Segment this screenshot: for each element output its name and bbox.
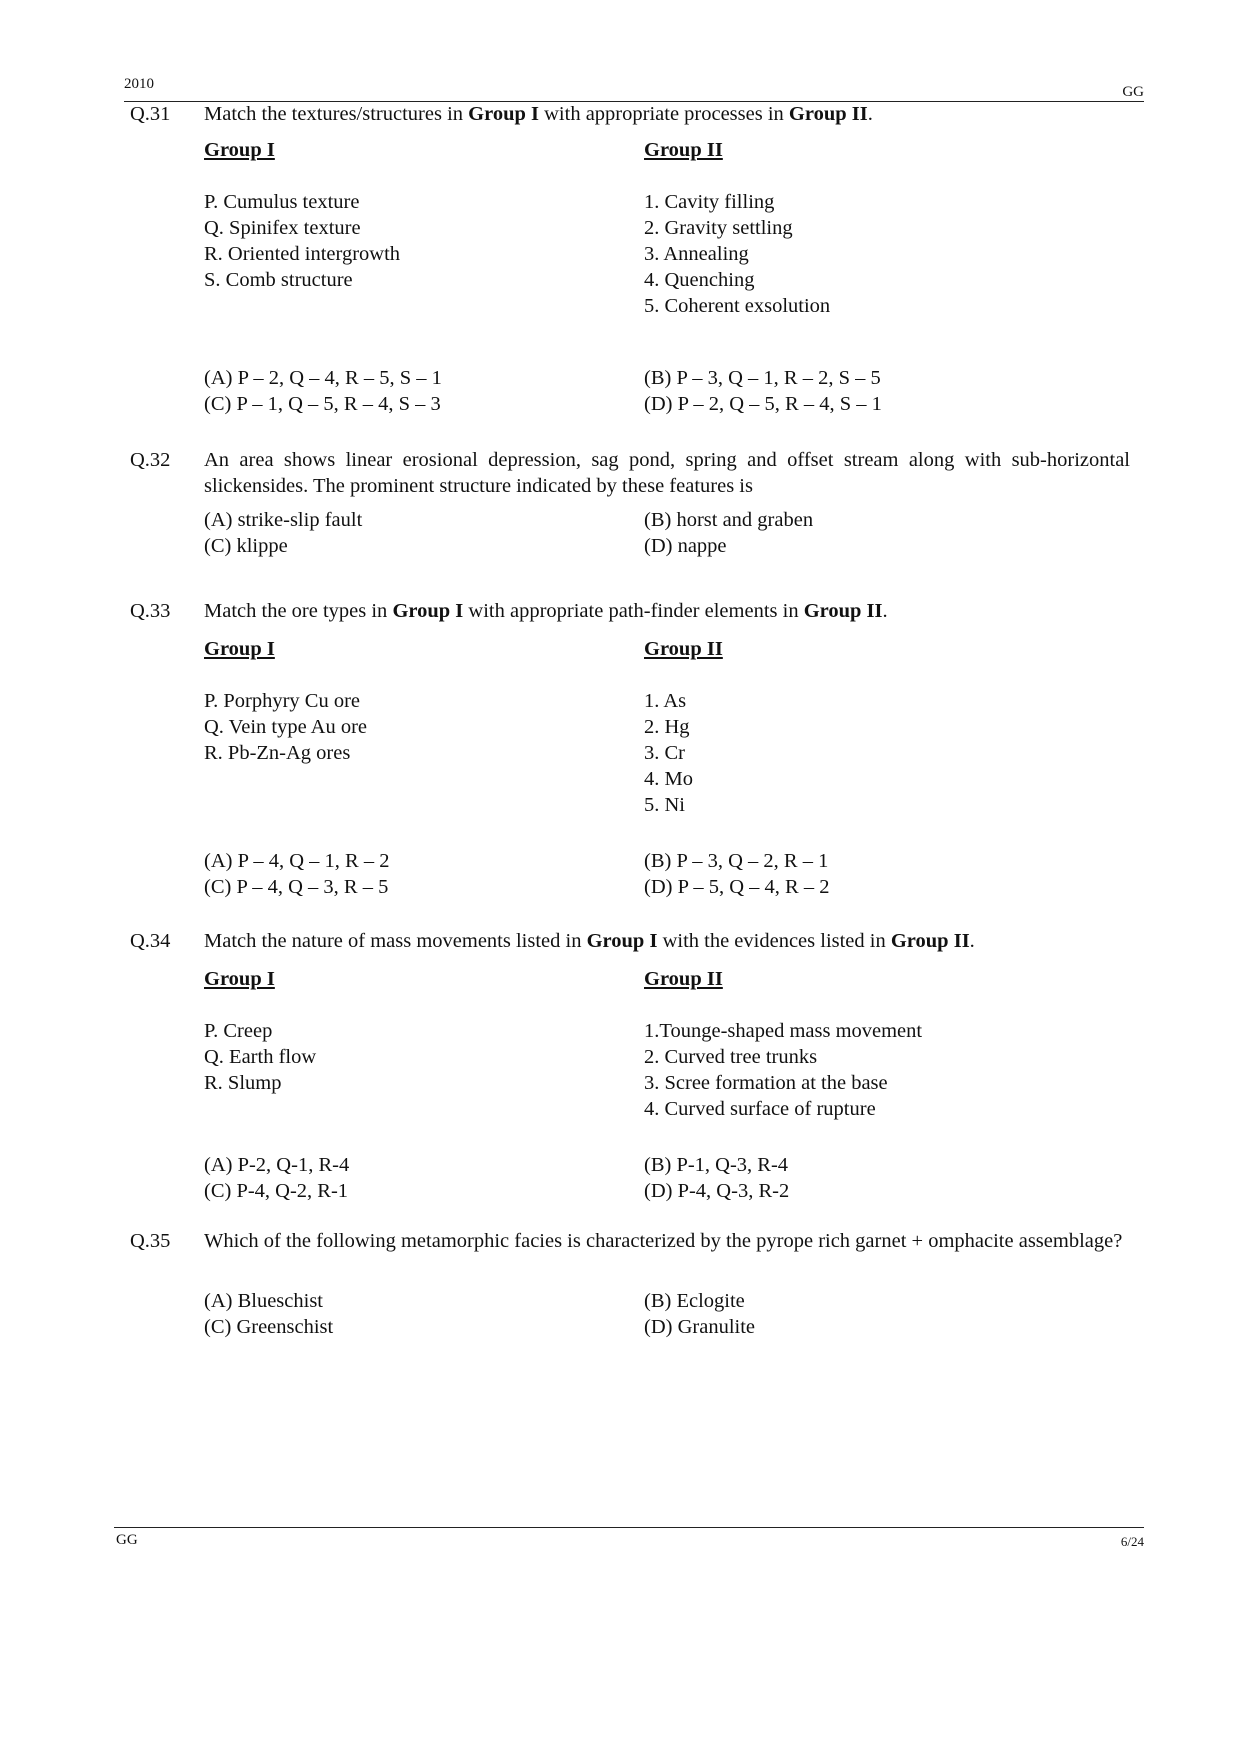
group-2-column [644,137,1130,319]
question-text: Match the ore types in Group I with appropriate path-finder elements in Group II. [204,600,888,622]
footer-rule [114,1527,1144,1528]
group-2-item: 2. Hg [644,716,690,738]
group-1-column [204,636,634,766]
group-2-item: 1.Tounge-shaped mass movement [644,1020,923,1042]
footer-code: GG [116,1532,138,1548]
group-1-item: Q. Spinifex texture [204,217,361,239]
group-1-item: Q. Vein type Au ore [204,716,368,738]
option-b: (B) horst and graben [644,509,814,531]
question-number: Q.34 [130,930,171,952]
group-1-item: P. Creep [204,1020,273,1042]
group-2-item: 2. Gravity settling [644,217,793,239]
option-c: (C) klippe [204,535,288,557]
option-d: (D) nappe [644,535,727,557]
group-1-item: R. Slump [204,1072,282,1094]
group-1-heading: Group I [204,968,275,990]
group-2-heading: Group II [644,968,723,990]
group-2-item: 3. Cr [644,742,685,764]
group-1-item: S. Comb structure [204,269,353,291]
group-2-heading: Group II [644,638,723,660]
option-b: (B) P – 3, Q – 1, R – 2, S – 5 [644,367,881,389]
group-1-item: P. Porphyry Cu ore [204,690,361,712]
group-1-column [204,966,634,1096]
group-2-heading: Group II [644,139,723,161]
option-d: (D) Granulite [644,1316,755,1338]
option-d: (D) P – 5, Q – 4, R – 2 [644,876,830,898]
option-c: (C) Greenschist [204,1316,334,1338]
option-a: (A) P – 4, Q – 1, R – 2 [204,850,390,872]
question-number: Q.35 [130,1230,171,1252]
question-number: Q.32 [130,449,171,471]
question-text: Which of the following metamorphic facies is characterized by the pyrope rich garnet + omphacite assemblage? [204,1230,1123,1252]
page-number: 6/24 [1120,1534,1144,1549]
group-2-item: 3. Scree formation at the base [644,1072,888,1094]
option-c: (C) P – 4, Q – 3, R – 5 [204,876,389,898]
group-2-column [644,966,1130,1122]
header-year: 2010 [124,76,154,92]
question-text: Match the textures/structures in Group I with appropriate processes in Group II. [204,103,873,125]
group-1-item: R. Oriented intergrowth [204,243,401,265]
group-2-item: 5. Coherent exsolution [644,295,831,317]
question-text: Match the nature of mass movements listed in Group I with the evidences listed in Group II. [204,930,975,952]
group-2-item: 2. Curved tree trunks [644,1046,818,1068]
group-2-column [644,636,1130,818]
group-1-item: R. Pb-Zn-Ag ores [204,742,351,764]
option-b: (B) P – 3, Q – 2, R – 1 [644,850,829,872]
group-1-item: P. Cumulus texture [204,191,360,213]
option-a: (A) strike-slip fault [204,509,363,531]
group-2-item: 3. Annealing [644,243,749,265]
option-d: (D) P-4, Q-3, R-2 [644,1180,790,1202]
group-2-item: 1. As [644,690,687,712]
group-2-item: 5. Ni [644,794,685,816]
option-a: (A) Blueschist [204,1290,323,1312]
group-1-item: Q. Earth flow [204,1046,317,1068]
option-a: (A) P – 2, Q – 4, R – 5, S – 1 [204,367,442,389]
group-2-item: 4. Mo [644,768,693,790]
question-number: Q.33 [130,600,171,622]
question-number: Q.31 [130,103,171,125]
group-2-item: 1. Cavity filling [644,191,775,213]
option-c: (C) P – 1, Q – 5, R – 4, S – 3 [204,393,441,415]
header-code: GG [1122,84,1144,100]
option-a: (A) P-2, Q-1, R-4 [204,1154,350,1176]
question-text: An area shows linear erosional depression, sag pond, spring and offset stream along with sub-horizontal slickensides. The prominent structure indicated by these features is [204,449,1130,497]
group-1-heading: Group I [204,139,275,161]
group-2-item: 4. Curved surface of rupture [644,1098,876,1120]
option-d: (D) P – 2, Q – 5, R – 4, S – 1 [644,393,882,415]
option-b: (B) Eclogite [644,1290,745,1312]
group-1-column [204,137,634,293]
option-c: (C) P-4, Q-2, R-1 [204,1180,349,1202]
group-2-item: 4. Quenching [644,269,755,291]
group-1-heading: Group I [204,638,275,660]
option-b: (B) P-1, Q-3, R-4 [644,1154,789,1176]
